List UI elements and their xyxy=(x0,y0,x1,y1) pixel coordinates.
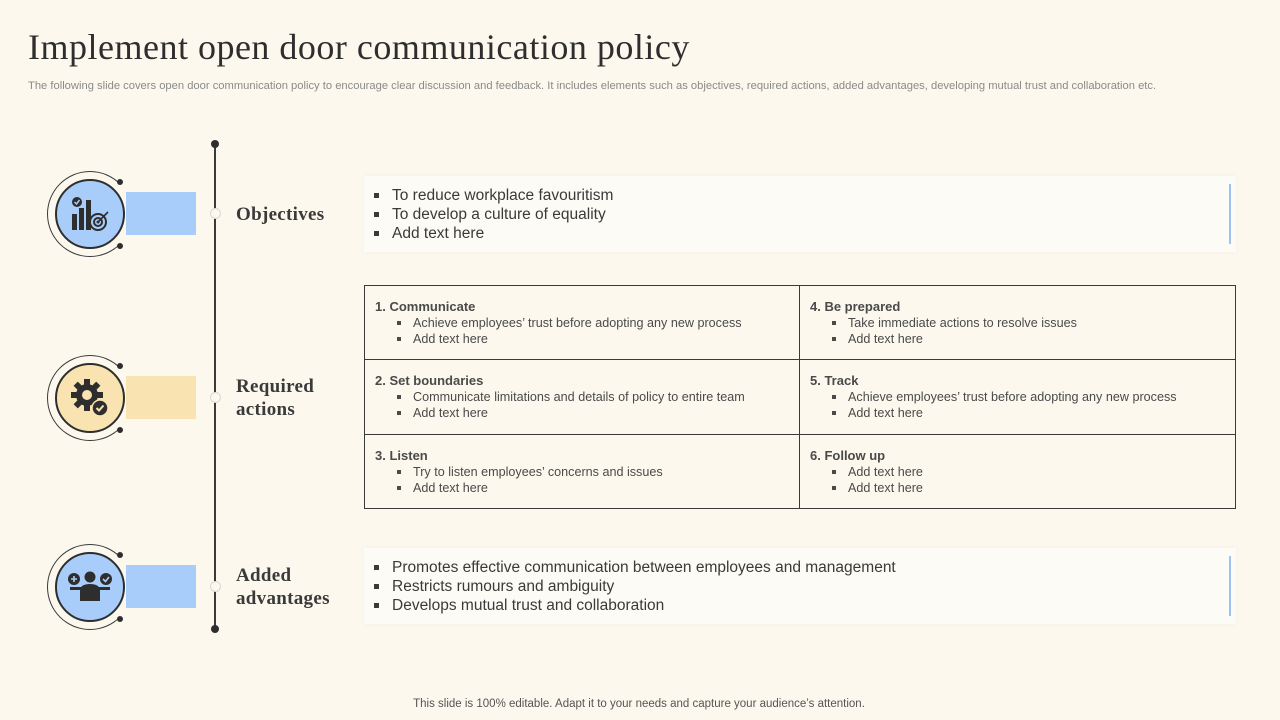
action-cell xyxy=(800,286,1236,360)
bar-chart-target-icon xyxy=(68,194,112,234)
action-heading: 1. Communicate xyxy=(375,299,476,314)
required-actions-tab xyxy=(126,376,196,419)
page-title: Implement open door communication policy xyxy=(28,27,690,67)
action-item: Add text here xyxy=(832,331,1236,347)
added-advantages-label xyxy=(236,564,330,610)
objectives-tab xyxy=(126,192,196,235)
action-cell xyxy=(800,360,1236,435)
action-item: Add text here xyxy=(832,464,1236,480)
added-advantages-tab xyxy=(126,565,196,608)
required-actions-table xyxy=(364,285,1236,509)
action-item: Add text here xyxy=(397,331,799,347)
action-item: Communicate limitations and details of policy to entire team xyxy=(397,389,799,405)
objectives-item: To reduce workplace favouritism xyxy=(374,186,1236,205)
objectives-box xyxy=(364,176,1236,252)
action-cell xyxy=(365,286,800,360)
action-heading: 6. Follow up xyxy=(810,448,886,463)
action-cell xyxy=(800,435,1236,508)
timeline-end-dot xyxy=(211,625,219,633)
objectives-item: Add text here xyxy=(374,224,1236,243)
required-actions-label-line1: Required xyxy=(236,376,315,397)
added-advantages-icon-badge xyxy=(47,544,133,630)
person-balance-icon xyxy=(66,567,114,607)
action-item: Achieve employees’ trust before adopting any new process xyxy=(397,315,799,331)
action-item: Add text here xyxy=(397,405,799,421)
action-heading: 5. Track xyxy=(810,373,859,388)
advantage-item: Promotes effective communication between employees and management xyxy=(374,558,1236,577)
added-advantages-label-line2: advantages xyxy=(236,588,330,609)
timeline-node-required-actions xyxy=(210,392,221,403)
action-item: Add text here xyxy=(397,480,799,496)
action-heading: 2. Set boundaries xyxy=(375,373,484,388)
action-item: Add text here xyxy=(832,480,1236,496)
action-item: Achieve employees’ trust before adopting any new process xyxy=(832,389,1236,405)
required-actions-icon-badge xyxy=(47,355,133,441)
page-subtitle: The following slide covers open door communication policy to encourage clear discussion and feedback. It includes elements such as objectives, required actions, added advantages, developing mutual trust and collaboration etc. xyxy=(28,80,1157,92)
action-heading: 4. Be prepared xyxy=(810,299,901,314)
action-cell xyxy=(365,435,800,508)
timeline-start-dot xyxy=(211,140,219,148)
objectives-icon-badge xyxy=(47,171,133,257)
advantage-item: Restricts rumours and ambiguity xyxy=(374,577,1236,596)
footer-note: This slide is 100% editable. Adapt it to your needs and capture your audience’s attention. xyxy=(413,698,865,710)
timeline-node-added-advantages xyxy=(210,581,221,592)
action-item: Try to listen employees’ concerns and issues xyxy=(397,464,799,480)
action-cell xyxy=(365,360,800,435)
timeline-node-objectives xyxy=(210,208,221,219)
action-heading: 3. Listen xyxy=(375,448,428,463)
action-item: Take immediate actions to resolve issues xyxy=(832,315,1236,331)
added-advantages-label-line1: Added xyxy=(236,565,292,586)
objectives-item: To develop a culture of equality xyxy=(374,205,1236,224)
advantage-item: Develops mutual trust and collaboration xyxy=(374,596,1236,615)
required-actions-label-line2: actions xyxy=(236,399,296,420)
gear-check-icon xyxy=(68,376,112,420)
action-item: Add text here xyxy=(832,405,1236,421)
added-advantages-box xyxy=(364,548,1236,624)
required-actions-label xyxy=(236,375,314,421)
objectives-label: Objectives xyxy=(236,204,325,225)
